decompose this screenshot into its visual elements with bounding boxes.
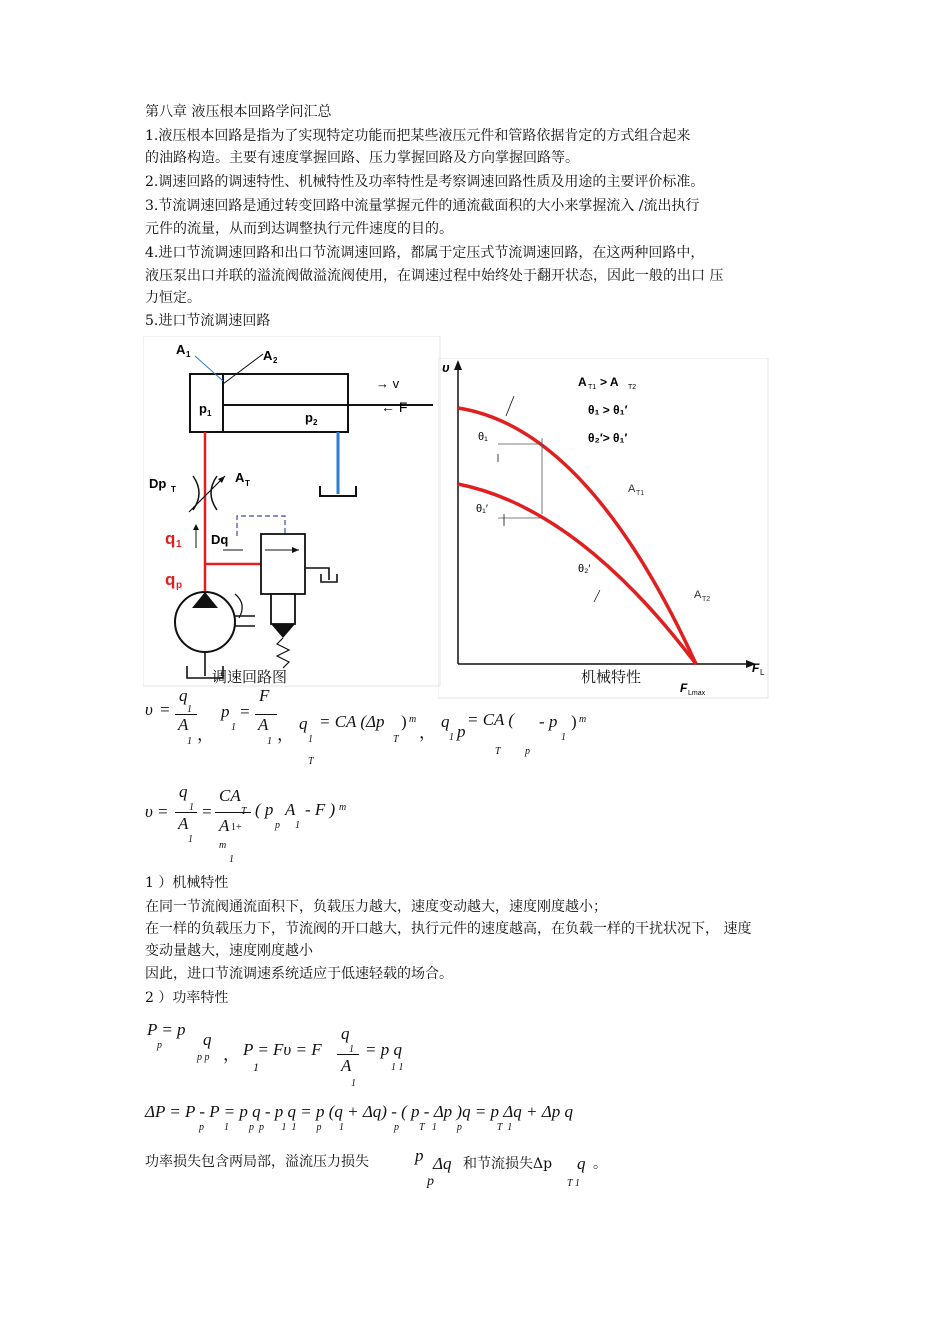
label-curve-at1: A xyxy=(628,483,636,495)
label-qp: q xyxy=(165,570,176,589)
label-axis-x: F xyxy=(752,661,760,675)
paragraph-line-3: 2.调速回路的调速特性、机械特性及功率特性是考察调速回路性质及用途的主要评价标准。 xyxy=(145,174,705,190)
label-fmax: F xyxy=(680,681,688,695)
curve-at2 xyxy=(458,484,696,664)
throttle-right xyxy=(211,476,217,510)
mechanical-line-2: 在一样的负载压力下，节流阀的开口越大，执行元件的速度越高，在负载一样的干扰状况下， 速度 xyxy=(145,921,752,937)
label-p1: p xyxy=(199,401,207,416)
label-curve-at2: A xyxy=(694,589,702,601)
label-velocity: → v xyxy=(376,376,400,391)
formula-2: υ = q 1 A 1 = CA T A 1+ m 1 ( p p A 1 - F ) m xyxy=(145,782,347,865)
mechanical-line-1: 在同一节流阀通流面积下，负载压力越大，速度变动越大，速度刚度越小； xyxy=(145,899,607,915)
tick-4 xyxy=(594,590,600,602)
label-axis-y: υ xyxy=(442,360,450,375)
curve-at1 xyxy=(458,408,696,664)
label-fmax-sub: Lmax xyxy=(688,690,706,697)
label-theta1: θ₁ xyxy=(478,431,488,443)
formula-1: υ = q 1 A 1 ， p 1 = F A 1 ， q 1 T = CA (Δp ) T m ， q 1 p = CA ( T p - p 1 ) m xyxy=(145,686,587,767)
label-q1: q xyxy=(165,529,176,548)
mechanical-line-3: 变动量越大，速度刚度越小 xyxy=(145,943,313,959)
label-q1-sub: 1 xyxy=(176,539,182,550)
tick-1 xyxy=(506,396,514,416)
legend-at1-sub: T1 xyxy=(588,384,597,391)
formula-4: ΔP = P - P = p q - p q = p (q + Δq) - ( p - Δp )q = p Δq + Δp q p 1 p p 1 1 p 1 p T 1 p T 1 xyxy=(145,1102,573,1133)
valve-tank-symbol xyxy=(271,624,295,638)
section-mechanical-title: 1 ）机械特性 xyxy=(145,875,229,891)
label-dpt: Dp xyxy=(149,476,167,491)
legend-theta-rel1: θ₁ > θ₁′ xyxy=(588,403,628,417)
caption-circuit: 调速回路图 xyxy=(212,668,288,686)
paragraph-line-8: 力恒定。 xyxy=(145,290,201,306)
circuit-diagram xyxy=(143,336,441,692)
label-theta2p: θ₂′ xyxy=(578,563,591,575)
legend-at2-sub: T2 xyxy=(628,384,637,391)
paragraph-line-7: 液压泵出口并联的溢流阀做溢流阀使用，在调速过程中始终处于翻开状态，因此一般的出口 压 xyxy=(145,268,724,284)
relief-valve-body xyxy=(261,534,305,594)
label-p2: p xyxy=(305,410,313,425)
label-p2-sub: 2 xyxy=(313,418,318,427)
paragraph-line-2: 的油路构造。主要有速度掌握回路、压力掌握回路及方向掌握回路等。 xyxy=(145,150,579,166)
caption-mechanical: 机械特性 xyxy=(581,668,642,686)
valve-spring xyxy=(277,638,289,668)
label-at: A xyxy=(235,470,245,485)
power-loss-line: 功率损失包含两局部，溢流压力损失 p Δq p 和节流损失Δp q T 1 。 xyxy=(145,1146,607,1189)
q1-arrowhead xyxy=(193,524,199,530)
mechanical-line-4: 因此，进口节流调速系统适应于低速轻载的场合。 xyxy=(145,966,453,982)
throttle-arrow xyxy=(189,476,225,512)
label-dpt-sub: T xyxy=(171,485,176,494)
label-a2: A xyxy=(263,348,273,363)
label-a2-sub: 2 xyxy=(273,356,278,365)
relief-outlet xyxy=(305,568,329,580)
paragraph-line-9: 5.进口节流调速回路 xyxy=(145,313,271,329)
label-curve-at2-sub: T2 xyxy=(702,596,711,603)
legend-gt: > A xyxy=(600,375,619,389)
label-force: ← F xyxy=(381,399,408,415)
chapter-title: 第八章 液压根本回路学问汇总 xyxy=(145,104,332,120)
paragraph-line-6: 4.进口节流调速回路和出口节流调速回路，都属于定压式节流调速回路，在这两种回路中， xyxy=(145,245,705,261)
section-power-title: 2 ）功率特性 xyxy=(145,990,229,1006)
legend-at1: A xyxy=(578,375,587,389)
label-theta1p: θ₁′ xyxy=(476,503,488,515)
label-qp-sub: p xyxy=(176,580,183,591)
y-axis-arrow xyxy=(454,360,462,370)
label-at-sub: T xyxy=(245,479,250,488)
paragraph-line-4: 3.节流调速回路是通过转变回路中流量掌握元件的通流截面积的大小来掌握流入 /流出执行 xyxy=(145,198,700,214)
valve-spring-housing xyxy=(271,594,295,624)
paragraph-line-1: 1.液压根本回路是指为了实现特定功能而把某些液压元件和管路依据肯定的方式组合起来 xyxy=(145,128,691,144)
label-axis-x-sub: L xyxy=(760,668,765,677)
formula-3: P = p p q p p ， P = Fυ = F 1 q 1 A 1 = p q 1 1 xyxy=(147,1020,404,1089)
mechanical-characteristic-chart xyxy=(438,358,774,702)
label-curve-at1-sub: T1 xyxy=(636,490,645,497)
paragraph-line-5: 元件的流量，从而到达调整执行元件速度的目的。 xyxy=(145,221,453,237)
pump-rotation-arrow xyxy=(235,594,242,618)
legend-theta-rel2: θ₂′> θ₁′ xyxy=(588,431,628,445)
label-a1: A xyxy=(176,342,186,357)
cylinder-body xyxy=(190,374,348,432)
label-dq: Dq xyxy=(211,532,229,547)
label-a1-sub: 1 xyxy=(186,350,191,359)
label-p1-sub: 1 xyxy=(207,409,212,418)
pilot-line xyxy=(237,516,285,536)
